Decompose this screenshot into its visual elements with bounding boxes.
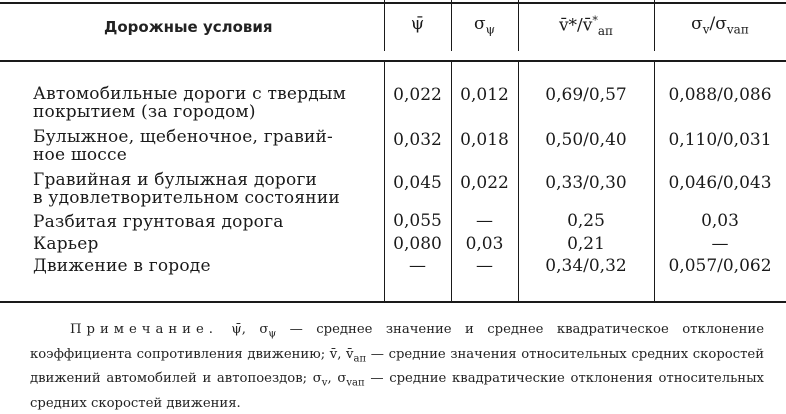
velocity-ratio-cell: 0,25 [567,211,605,231]
condition-line: Автомобильные дороги с твердым [33,84,347,104]
sigma-ratio-cell: 0,046/0,043 [668,173,772,193]
psi-sd-cell: 0,022 [460,173,509,193]
note-text: — средние квадратические отклонения относительных средних скоростей движения. [30,371,764,411]
psi-mean-cell: 0,080 [393,234,442,254]
psi-sd-cell: 0,03 [465,234,504,254]
sigma-v-subscript: v [702,22,710,37]
sigma-ratio-slash: /σ [709,14,727,34]
row-condition [33,257,211,275]
psi-sd-cell: 0,012 [460,85,509,105]
psi-sd-cell: — [476,256,493,276]
condition-line: Движение в городе [33,256,211,276]
psi-mean-cell: 0,055 [393,211,442,231]
psi-sd-cell: — [476,211,493,231]
condition-line: покрытием (за городом) [33,102,256,122]
row-condition [33,85,346,121]
note-text: — среднее значение и среднее квадратическое отклонение коэффициента сопротивления движению; v̄, v̄ [30,322,764,362]
psi-sd-cell: 0,018 [460,130,509,150]
velocity-ratio-subscript: ап [597,24,614,39]
velocity-ratio-cell: 0,50/0,40 [545,130,627,150]
condition-line: Разбитая грунтовая дорога [33,212,284,232]
table-bottom-rule [0,301,786,303]
table-top-rule [0,2,786,4]
table-footnote [30,320,764,414]
note-text: , σ [327,371,347,387]
sigma-ratio-cell: 0,057/0,062 [668,256,772,276]
header-psi-mean [384,14,451,34]
psi-mean-cell: 0,032 [393,130,442,150]
row-condition [33,235,99,253]
row-condition [33,213,284,231]
note-text: — средние значения относительных средних скоростей движений автомобилей и автопоездов; σ [30,346,764,387]
condition-line: Гравийная и булыжная дороги [33,170,318,190]
sigma-ratio-cell: — [711,234,729,254]
velocity-ratio-cell: 0,34/0,32 [545,256,627,276]
condition-line: в удовлетворительном состоянии [33,188,340,208]
note-subscript: ап [353,353,367,365]
psi-mean-symbol: ψ̄ [410,14,425,34]
sigma-symbol: σ [473,14,486,34]
row-condition [33,128,333,164]
sigma-ratio-cell: 0,110/0,031 [668,130,772,150]
sigma-vap-subscript: vап [726,22,749,37]
sigma-symbol: σ [691,14,703,34]
psi-mean-cell: 0,045 [393,173,442,193]
psi-subscript: ψ [485,22,496,37]
sigma-ratio-cell: 0,03 [701,211,739,231]
note-label: Примечание. [70,322,218,337]
condition-line: ное шоссе [33,145,127,165]
psi-mean-cell: 0,022 [393,85,442,105]
velocity-ratio-cell: 0,21 [567,234,605,254]
velocity-ratio-symbol: v̄*/v̄ [558,15,593,36]
velocity-ratio-cell: 0,69/0,57 [545,85,627,105]
velocity-ratio-cell: 0,33/0,30 [545,173,627,193]
condition-line: Карьер [33,234,99,254]
note-text: ψ̄, σ [231,322,269,337]
note-subscript: ψ [268,328,277,340]
header-bottom-rule [0,60,786,62]
psi-mean-cell: — [409,256,426,276]
velocity-ratio-superscript: * [592,14,598,27]
note-subscript: v [321,377,328,389]
sigma-ratio-cell: 0,088/0,086 [668,85,772,105]
header-psi-sd [451,14,518,36]
header-sigma-ratio [654,14,786,36]
row-condition [33,171,340,207]
condition-line: Булыжное, щебеночное, гравий- [33,127,333,147]
header-road-conditions: Дорожные условия [104,18,273,36]
header-velocity-ratio [518,14,654,38]
note-subscript: vап [346,377,365,389]
